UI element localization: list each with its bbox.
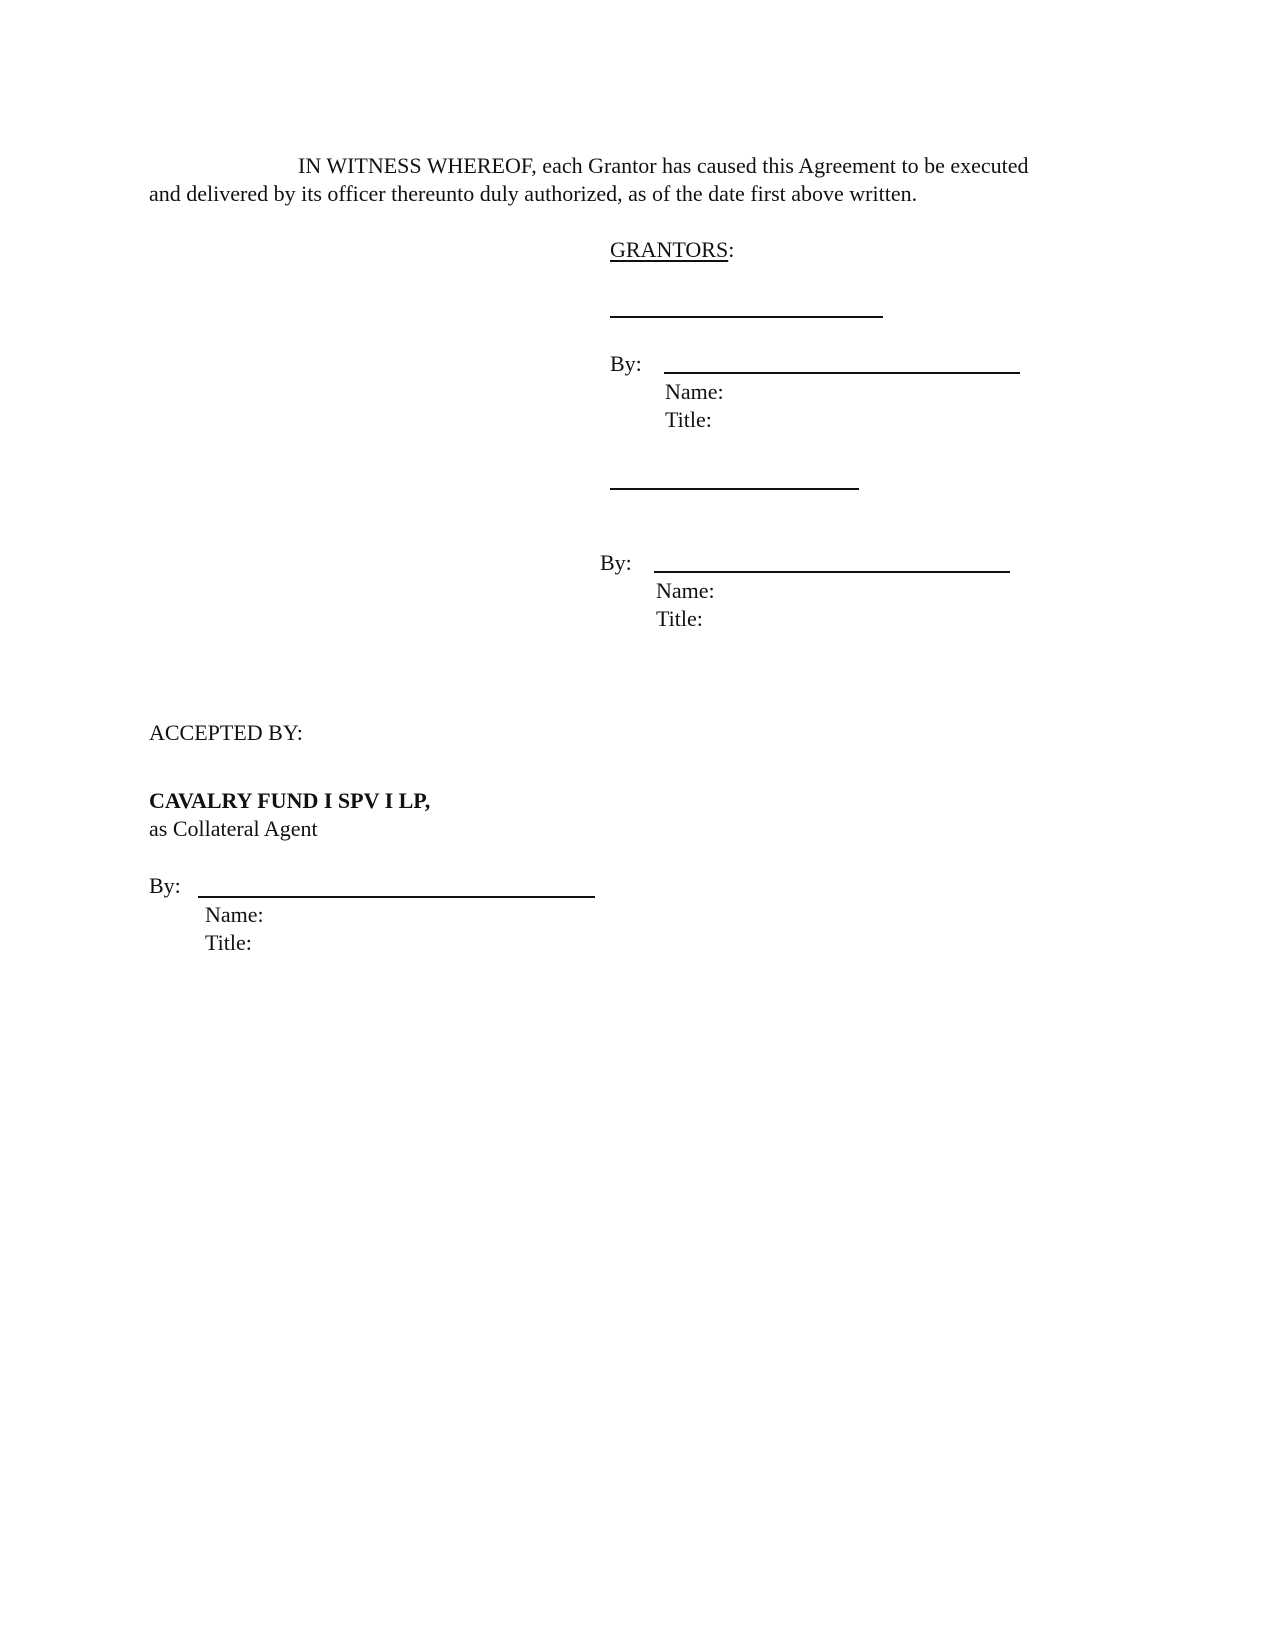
agent-signature-line bbox=[198, 896, 595, 898]
grantor-2-name-label: Name: bbox=[656, 578, 715, 603]
collateral-agent-entity: CAVALRY FUND I SPV I LP, bbox=[149, 788, 431, 813]
grantors-heading-text: GRANTORS bbox=[610, 237, 729, 262]
witness-line-1: IN WITNESS WHEREOF, each Grantor has caused this Agreement to be executed bbox=[298, 153, 1029, 178]
grantor-1-by-label: By: bbox=[610, 351, 642, 376]
agent-title-label: Title: bbox=[205, 930, 252, 955]
grantor-2-title-label: Title: bbox=[656, 606, 703, 631]
grantor-1-signature-line bbox=[664, 372, 1020, 374]
agent-by-label: By: bbox=[149, 873, 181, 898]
grantor-2-by-label: By: bbox=[600, 550, 632, 575]
collateral-agent-role: as Collateral Agent bbox=[149, 816, 318, 841]
agent-name-label: Name: bbox=[205, 902, 264, 927]
grantor-2-entity-line bbox=[610, 488, 859, 490]
grantor-1-entity-line bbox=[610, 316, 883, 318]
grantors-heading-colon: : bbox=[728, 237, 735, 262]
grantor-1-title-label: Title: bbox=[665, 407, 712, 432]
grantors-heading bbox=[610, 236, 734, 264]
grantor-1-name-label: Name: bbox=[665, 379, 724, 404]
grantor-2-signature-line bbox=[654, 571, 1010, 573]
witness-line-2: and delivered by its officer thereunto duly authorized, as of the date first above written. bbox=[149, 181, 918, 206]
accepted-heading: ACCEPTED BY: bbox=[149, 720, 303, 745]
